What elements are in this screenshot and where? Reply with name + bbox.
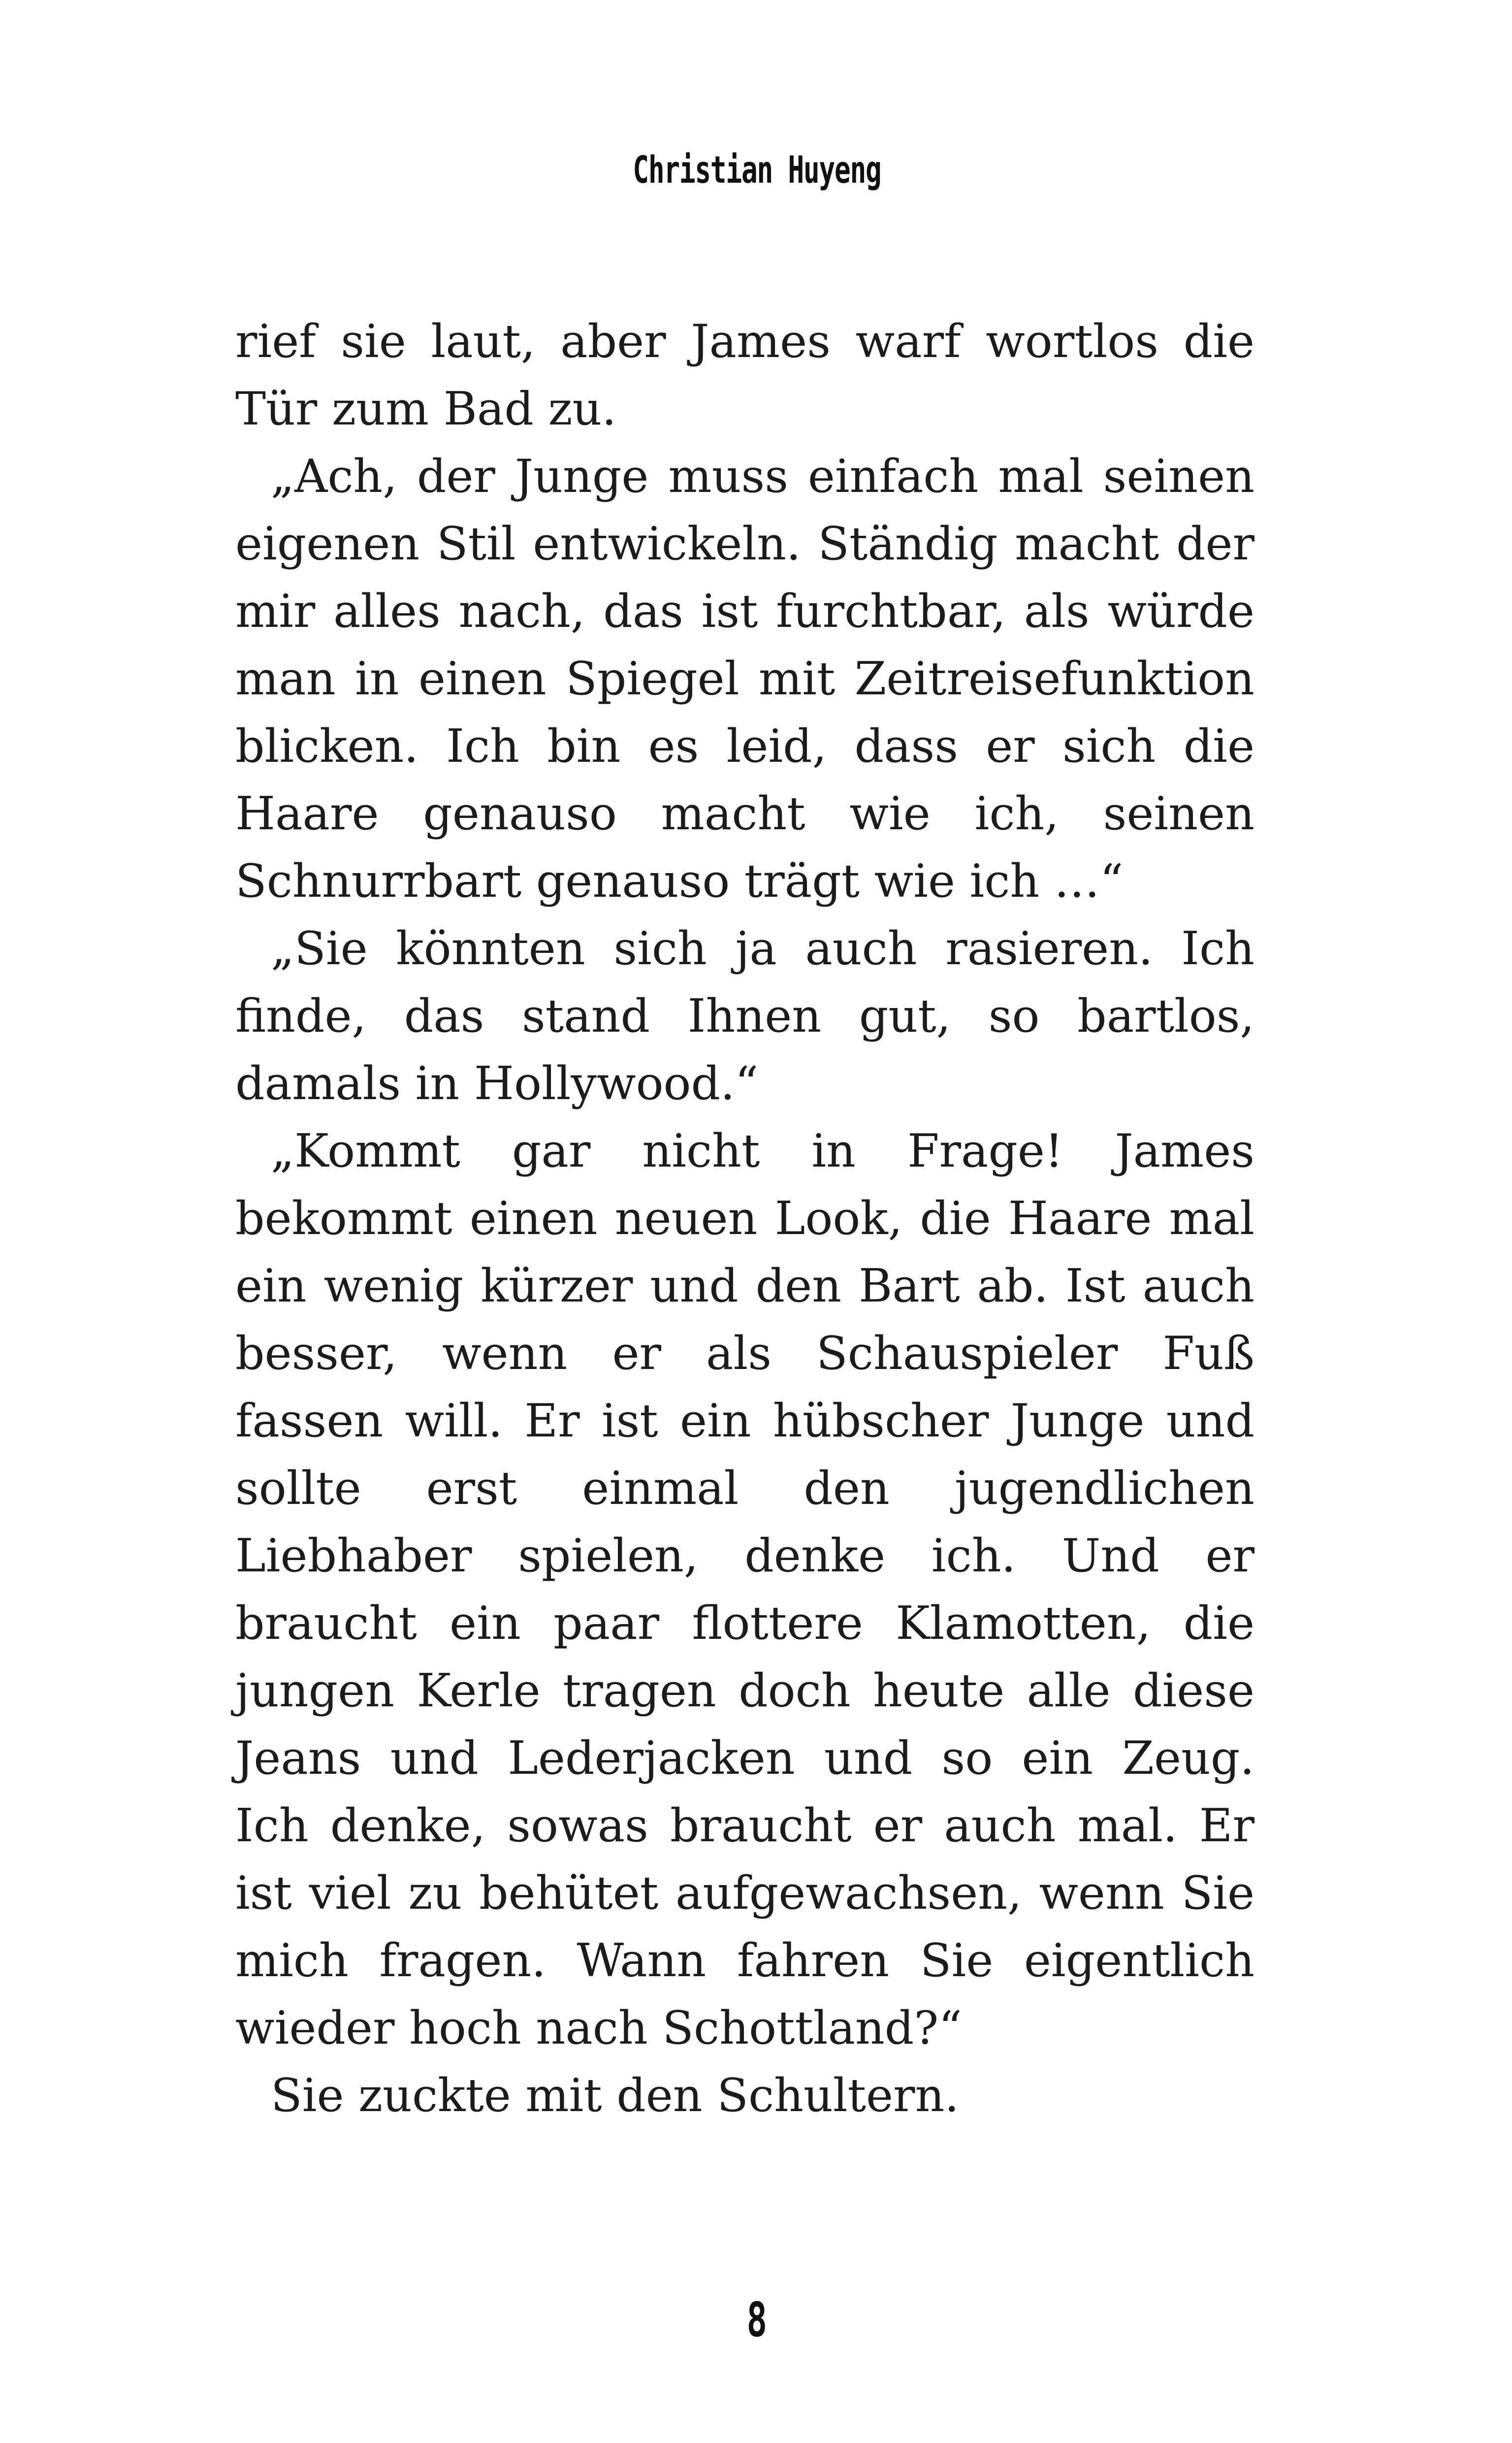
paragraph: „Kommt gar nicht in Frage! James bekommt einen neuen Look, die Haare mal ein wenig kürzer und den Bart ab. Ist auch besser, wenn er als Schauspieler Fuß fassen will. Er ist ein hübscher Junge und sollte erst einmal den jugendlichen Liebhaber spielen, denke ich. Und er braucht ein paar flottere Klamotten, die jungen Kerle tragen doch heute alle diese Jeans und Lederjacken und so ein Zeug. Ich denke, sowas braucht er auch mal. Er ist viel zu behütet aufgewachsen, wenn Sie mich fragen. Wann fahren Sie eigentlich wieder hoch nach Schottland?“: [235, 1124, 1255, 2054]
body-text: [235, 308, 1255, 2129]
paragraph: Sie zuckte mit den Schultern.: [271, 2069, 959, 2122]
running-header: Christian Huyeng: [633, 148, 881, 192]
page-number: 8: [746, 2292, 768, 2347]
paragraph: „Sie könnten sich ja auch rasieren. Ich finde, das stand Ihnen gut, so bartlos, damals in Hollywood.“: [235, 922, 1255, 1110]
paragraph: rief sie laut, aber James warf wortlos die Tür zum Bad zu.: [235, 315, 1255, 435]
paragraph: „Ach, der Junge muss einfach mal seinen eigenen Stil entwickeln. Ständig macht der mir alles nach, das ist furchtbar, als würde man in einen Spiegel mit Zeitreisefunktion blicken. Ich bin es leid, dass er sich die Haare genauso macht wie ich, seinen Schnurrbart genauso trägt wie ich …“: [235, 450, 1255, 908]
